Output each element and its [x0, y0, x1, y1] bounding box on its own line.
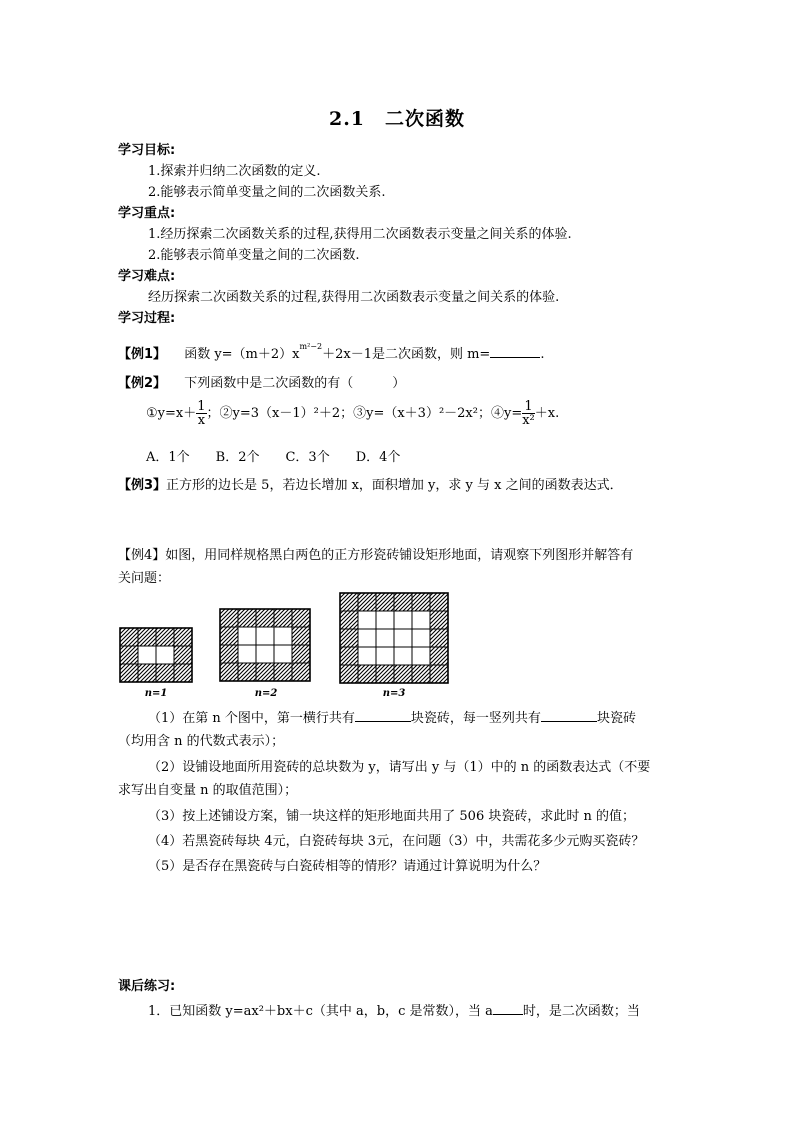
black-tile: [256, 609, 274, 627]
black-tile: [238, 663, 256, 681]
white-tile: [394, 647, 412, 665]
white-tile: [412, 611, 430, 629]
homework-item-1-part-b: 时，是二次函数；当: [522, 1004, 640, 1019]
black-tile: [430, 647, 448, 665]
key-point-item: 2.能够表示简单变量之间的二次函数.: [148, 248, 360, 263]
white-tile: [358, 611, 376, 629]
black-tile: [256, 663, 274, 681]
fraction-denominator: x: [197, 413, 206, 428]
black-tile: [174, 646, 192, 664]
example-2-functions: [146, 400, 559, 427]
black-tile: [274, 609, 292, 627]
white-tile: [238, 627, 256, 645]
fraction-numerator: 1: [522, 400, 535, 414]
example-2-label: 【例2】: [118, 376, 167, 391]
black-tile: [292, 609, 310, 627]
black-tile: [412, 593, 430, 611]
black-tile: [430, 611, 448, 629]
example-2: [118, 372, 405, 391]
answer-blank[interactable]: [541, 709, 597, 722]
figure-label: n=2: [254, 688, 278, 699]
white-tile: [256, 645, 274, 663]
black-tile: [174, 628, 192, 646]
objectives-heading: 学习目标:: [118, 143, 176, 158]
homework-item-1-part-a: 1．已知函数 y=ax²＋bx＋c（其中 a，b，c 是常数），当 a: [148, 1004, 493, 1019]
example-1-exponent: m²−2: [299, 341, 323, 351]
white-tile: [412, 647, 430, 665]
black-tile: [340, 647, 358, 665]
black-tile: [220, 663, 238, 681]
black-tile: [430, 593, 448, 611]
white-tile: [412, 629, 430, 647]
black-tile: [220, 627, 238, 645]
question-4: （4）若黑瓷砖每块 4元，白瓷砖每块 3元，在问题（3）中，共需花多少元购买瓷砖？: [148, 834, 645, 849]
difficulties-heading: 学习难点:: [118, 269, 176, 284]
black-tile: [358, 665, 376, 683]
black-tile: [394, 665, 412, 683]
example-2-question: 下列函数中是二次函数的有（ ）: [184, 376, 406, 391]
fraction-1-over-x: [196, 400, 206, 427]
objective-item: 2.能够表示简单变量之间的二次函数关系.: [148, 185, 386, 200]
objective-item: 1.探索并归纳二次函数的定义.: [148, 164, 321, 179]
function-4-suffix: ＋x.: [534, 406, 560, 421]
black-tile: [238, 609, 256, 627]
homework-heading: 课后练习:: [118, 979, 176, 994]
example-3: [118, 474, 623, 493]
black-tile: [174, 664, 192, 682]
black-tile: [340, 593, 358, 611]
black-tile: [120, 646, 138, 664]
example-2-options: A．1个 B．2个 C．3个 D．4个: [146, 450, 401, 465]
white-tile: [358, 629, 376, 647]
answer-blank[interactable]: [490, 345, 540, 358]
example-4-intro-2: 关问题：: [118, 571, 171, 586]
white-tile: [394, 629, 412, 647]
black-tile: [394, 593, 412, 611]
black-tile: [412, 665, 430, 683]
white-tile: [238, 645, 256, 663]
example-3-text: 正方形的边长是 5，若边长增加 x，面积增加 y，求 y 与 x 之间的函数表达式．: [166, 478, 623, 493]
white-tile: [376, 647, 394, 665]
black-tile: [156, 628, 174, 646]
tile-figure-n3: [340, 593, 448, 683]
tile-figure-n2: [220, 609, 310, 681]
black-tile: [292, 627, 310, 645]
page-title: 2.1 二次函数: [328, 108, 466, 130]
question-1: [148, 707, 636, 726]
question-5: （5）是否存在黑瓷砖与白瓷砖相等的情形？请通过计算说明为什么？: [148, 859, 547, 874]
black-tile: [430, 629, 448, 647]
black-tile: [340, 611, 358, 629]
answer-blank[interactable]: [493, 1002, 523, 1015]
tile-figure-n1: [120, 628, 192, 682]
fraction-1-over-x2: [522, 400, 535, 427]
difficulties-text: 经历探索二次函数关系的过程,获得用二次函数表示变量之间关系的体验.: [148, 290, 560, 305]
white-tile: [156, 646, 174, 664]
fraction-numerator: 1: [197, 399, 206, 414]
white-tile: [376, 629, 394, 647]
tile-figures: [116, 590, 456, 700]
black-tile: [220, 609, 238, 627]
white-tile: [274, 627, 292, 645]
question-1-part-a: （1）在第 n 个图中，第一横行共有: [148, 711, 355, 726]
figure-label: n=1: [144, 688, 168, 699]
white-tile: [274, 645, 292, 663]
black-tile: [292, 663, 310, 681]
black-tile: [120, 664, 138, 682]
black-tile: [340, 665, 358, 683]
black-tile: [274, 663, 292, 681]
black-tile: [376, 593, 394, 611]
white-tile: [358, 647, 376, 665]
question-2-line-1: （2）设铺设地面所用瓷砖的总块数为 y，请写出 y 与（1）中的 n 的函数表达式（不要: [148, 760, 651, 775]
fraction-denominator: x²: [522, 413, 535, 428]
functions-middle: ；②y=3（x－1）²＋2；③y=（x＋3）²－2x²；④y=: [206, 406, 523, 421]
white-tile: [376, 611, 394, 629]
example-3-label: 【例3】: [118, 478, 167, 493]
example-1-text-a: 函数 y=（m＋2）x: [184, 347, 300, 362]
question-1-part-b: 块瓷砖，每一竖列共有: [410, 711, 541, 726]
key-point-item: 1.经历探索二次函数关系的过程,获得用二次函数表示变量之间关系的体验.: [148, 227, 572, 242]
question-1-part-c: 块瓷砖: [596, 711, 636, 726]
question-3: （3）按上述铺设方案，铺一块这样的矩形地面共用了 506 块瓷砖，求此时 n 的值；: [148, 809, 635, 824]
process-heading: 学习过程:: [118, 311, 176, 326]
example-1-end: .: [540, 347, 545, 362]
black-tile: [138, 664, 156, 682]
example-1-label: 【例1】: [118, 347, 167, 362]
black-tile: [430, 665, 448, 683]
example-4-intro-1: 【例4】如图，用同样规格黑白两色的正方形瓷砖铺设矩形地面，请观察下列图形并解答有: [118, 548, 634, 563]
black-tile: [376, 665, 394, 683]
black-tile: [220, 645, 238, 663]
black-tile: [156, 664, 174, 682]
example-1-text-b: ＋2x－1是二次函数，则 m=: [322, 347, 491, 362]
white-tile: [256, 627, 274, 645]
black-tile: [120, 628, 138, 646]
question-2-line-2: 求写出自变量 n 的取值范围）；: [118, 783, 298, 798]
white-tile: [394, 611, 412, 629]
black-tile: [358, 593, 376, 611]
black-tile: [340, 629, 358, 647]
question-1-note: （均用含 n 的代数式表示）；: [118, 734, 285, 749]
example-1: [118, 343, 544, 362]
function-1-prefix: ①y=x＋: [146, 406, 197, 421]
homework-item-1: [148, 1000, 640, 1019]
figure-label: n=3: [382, 688, 406, 699]
black-tile: [138, 628, 156, 646]
key-points-heading: 学习重点:: [118, 206, 176, 221]
black-tile: [292, 645, 310, 663]
white-tile: [138, 646, 156, 664]
answer-blank[interactable]: [355, 709, 411, 722]
